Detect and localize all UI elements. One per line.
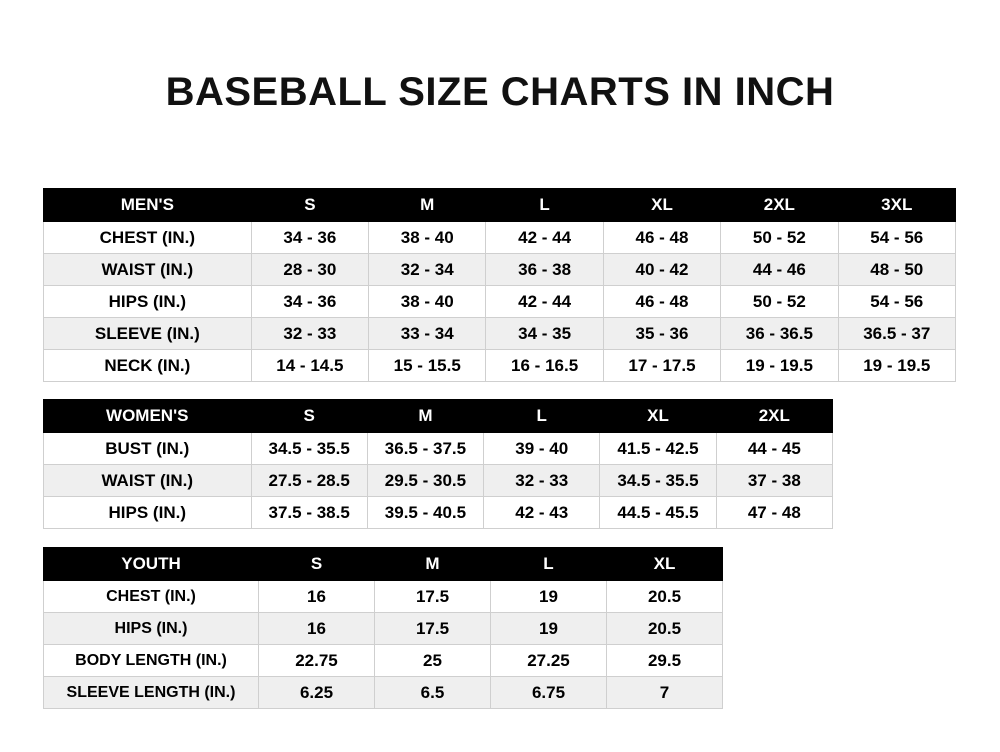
womens-header-label: WOMEN'S	[44, 400, 252, 433]
mens-header-xl: XL	[603, 189, 720, 222]
cell: 34.5 - 35.5	[251, 433, 367, 465]
cell: 50 - 52	[721, 222, 838, 254]
youth-size-table	[43, 547, 723, 709]
cell: 16 - 16.5	[486, 350, 603, 382]
cell: 40 - 42	[603, 254, 720, 286]
cell: 39.5 - 40.5	[367, 497, 483, 529]
cell: 36.5 - 37	[838, 318, 955, 350]
cell: 19	[491, 581, 607, 613]
table-row	[44, 465, 833, 497]
cell: 29.5 - 30.5	[367, 465, 483, 497]
mens-table-header	[44, 189, 956, 222]
cell: 33 - 34	[369, 318, 486, 350]
mens-header-label: MEN'S	[44, 189, 252, 222]
row-label: HIPS (IN.)	[44, 613, 259, 645]
cell: 38 - 40	[369, 222, 486, 254]
cell: 39 - 40	[484, 433, 600, 465]
row-label: WAIST (IN.)	[44, 465, 252, 497]
table-row	[44, 581, 723, 613]
cell: 28 - 30	[251, 254, 368, 286]
page-title: BASEBALL SIZE CHARTS IN INCH	[165, 70, 835, 114]
row-label: HIPS (IN.)	[44, 286, 252, 318]
cell: 37 - 38	[716, 465, 832, 497]
row-label: CHEST (IN.)	[44, 222, 252, 254]
cell: 19 - 19.5	[721, 350, 838, 382]
cell: 6.75	[491, 677, 607, 709]
cell: 32 - 34	[369, 254, 486, 286]
youth-table-body	[44, 581, 723, 709]
cell: 54 - 56	[838, 222, 955, 254]
row-label: WAIST (IN.)	[44, 254, 252, 286]
row-label: HIPS (IN.)	[44, 497, 252, 529]
mens-header-m: M	[369, 189, 486, 222]
cell: 17.5	[375, 581, 491, 613]
cell: 15 - 15.5	[369, 350, 486, 382]
cell: 27.5 - 28.5	[251, 465, 367, 497]
cell: 16	[259, 581, 375, 613]
cell: 17 - 17.5	[603, 350, 720, 382]
cell: 6.25	[259, 677, 375, 709]
cell: 25	[375, 645, 491, 677]
table-row	[44, 222, 956, 254]
cell: 19	[491, 613, 607, 645]
table-row	[44, 645, 723, 677]
row-label: SLEEVE LENGTH (IN.)	[44, 677, 259, 709]
cell: 20.5	[607, 581, 723, 613]
womens-header-xl: XL	[600, 400, 716, 433]
cell: 36 - 38	[486, 254, 603, 286]
cell: 14 - 14.5	[251, 350, 368, 382]
cell: 7	[607, 677, 723, 709]
mens-table-body	[44, 222, 956, 382]
cell: 44 - 46	[721, 254, 838, 286]
cell: 47 - 48	[716, 497, 832, 529]
cell: 27.25	[491, 645, 607, 677]
cell: 42 - 44	[486, 222, 603, 254]
mens-header-2xl: 2XL	[721, 189, 838, 222]
table-header-row	[44, 189, 956, 222]
cell: 19 - 19.5	[838, 350, 955, 382]
mens-size-table	[43, 188, 956, 382]
womens-header-m: M	[367, 400, 483, 433]
cell: 32 - 33	[484, 465, 600, 497]
youth-size-table-container	[43, 547, 723, 709]
cell: 34 - 35	[486, 318, 603, 350]
row-label: SLEEVE (IN.)	[44, 318, 252, 350]
mens-header-3xl: 3XL	[838, 189, 955, 222]
mens-header-l: L	[486, 189, 603, 222]
cell: 44.5 - 45.5	[600, 497, 716, 529]
cell: 17.5	[375, 613, 491, 645]
cell: 35 - 36	[603, 318, 720, 350]
cell: 46 - 48	[603, 222, 720, 254]
table-header-row	[44, 400, 833, 433]
table-row	[44, 350, 956, 382]
youth-header-label: YOUTH	[44, 548, 259, 581]
youth-header-xl: XL	[607, 548, 723, 581]
womens-header-s: S	[251, 400, 367, 433]
cell: 41.5 - 42.5	[600, 433, 716, 465]
womens-table-header	[44, 400, 833, 433]
cell: 22.75	[259, 645, 375, 677]
cell: 42 - 43	[484, 497, 600, 529]
cell: 44 - 45	[716, 433, 832, 465]
cell: 34 - 36	[251, 286, 368, 318]
row-label: NECK (IN.)	[44, 350, 252, 382]
womens-header-2xl: 2XL	[716, 400, 832, 433]
youth-header-l: L	[491, 548, 607, 581]
cell: 50 - 52	[721, 286, 838, 318]
cell: 6.5	[375, 677, 491, 709]
cell: 34.5 - 35.5	[600, 465, 716, 497]
table-row	[44, 318, 956, 350]
womens-header-l: L	[484, 400, 600, 433]
row-label: CHEST (IN.)	[44, 581, 259, 613]
row-label: BUST (IN.)	[44, 433, 252, 465]
cell: 36 - 36.5	[721, 318, 838, 350]
womens-size-table-container	[43, 399, 833, 529]
cell: 29.5	[607, 645, 723, 677]
table-row	[44, 497, 833, 529]
youth-table-header	[44, 548, 723, 581]
womens-table-body	[44, 433, 833, 529]
cell: 54 - 56	[838, 286, 955, 318]
table-header-row	[44, 548, 723, 581]
womens-size-table	[43, 399, 833, 529]
cell: 20.5	[607, 613, 723, 645]
cell: 38 - 40	[369, 286, 486, 318]
cell: 16	[259, 613, 375, 645]
row-label: BODY LENGTH (IN.)	[44, 645, 259, 677]
table-row	[44, 254, 956, 286]
cell: 37.5 - 38.5	[251, 497, 367, 529]
youth-header-m: M	[375, 548, 491, 581]
youth-header-s: S	[259, 548, 375, 581]
cell: 48 - 50	[838, 254, 955, 286]
cell: 42 - 44	[486, 286, 603, 318]
table-row	[44, 677, 723, 709]
cell: 32 - 33	[251, 318, 368, 350]
cell: 46 - 48	[603, 286, 720, 318]
mens-header-s: S	[251, 189, 368, 222]
cell: 34 - 36	[251, 222, 368, 254]
table-row	[44, 286, 956, 318]
cell: 36.5 - 37.5	[367, 433, 483, 465]
table-row	[44, 613, 723, 645]
table-row	[44, 433, 833, 465]
mens-size-table-container	[43, 188, 956, 382]
